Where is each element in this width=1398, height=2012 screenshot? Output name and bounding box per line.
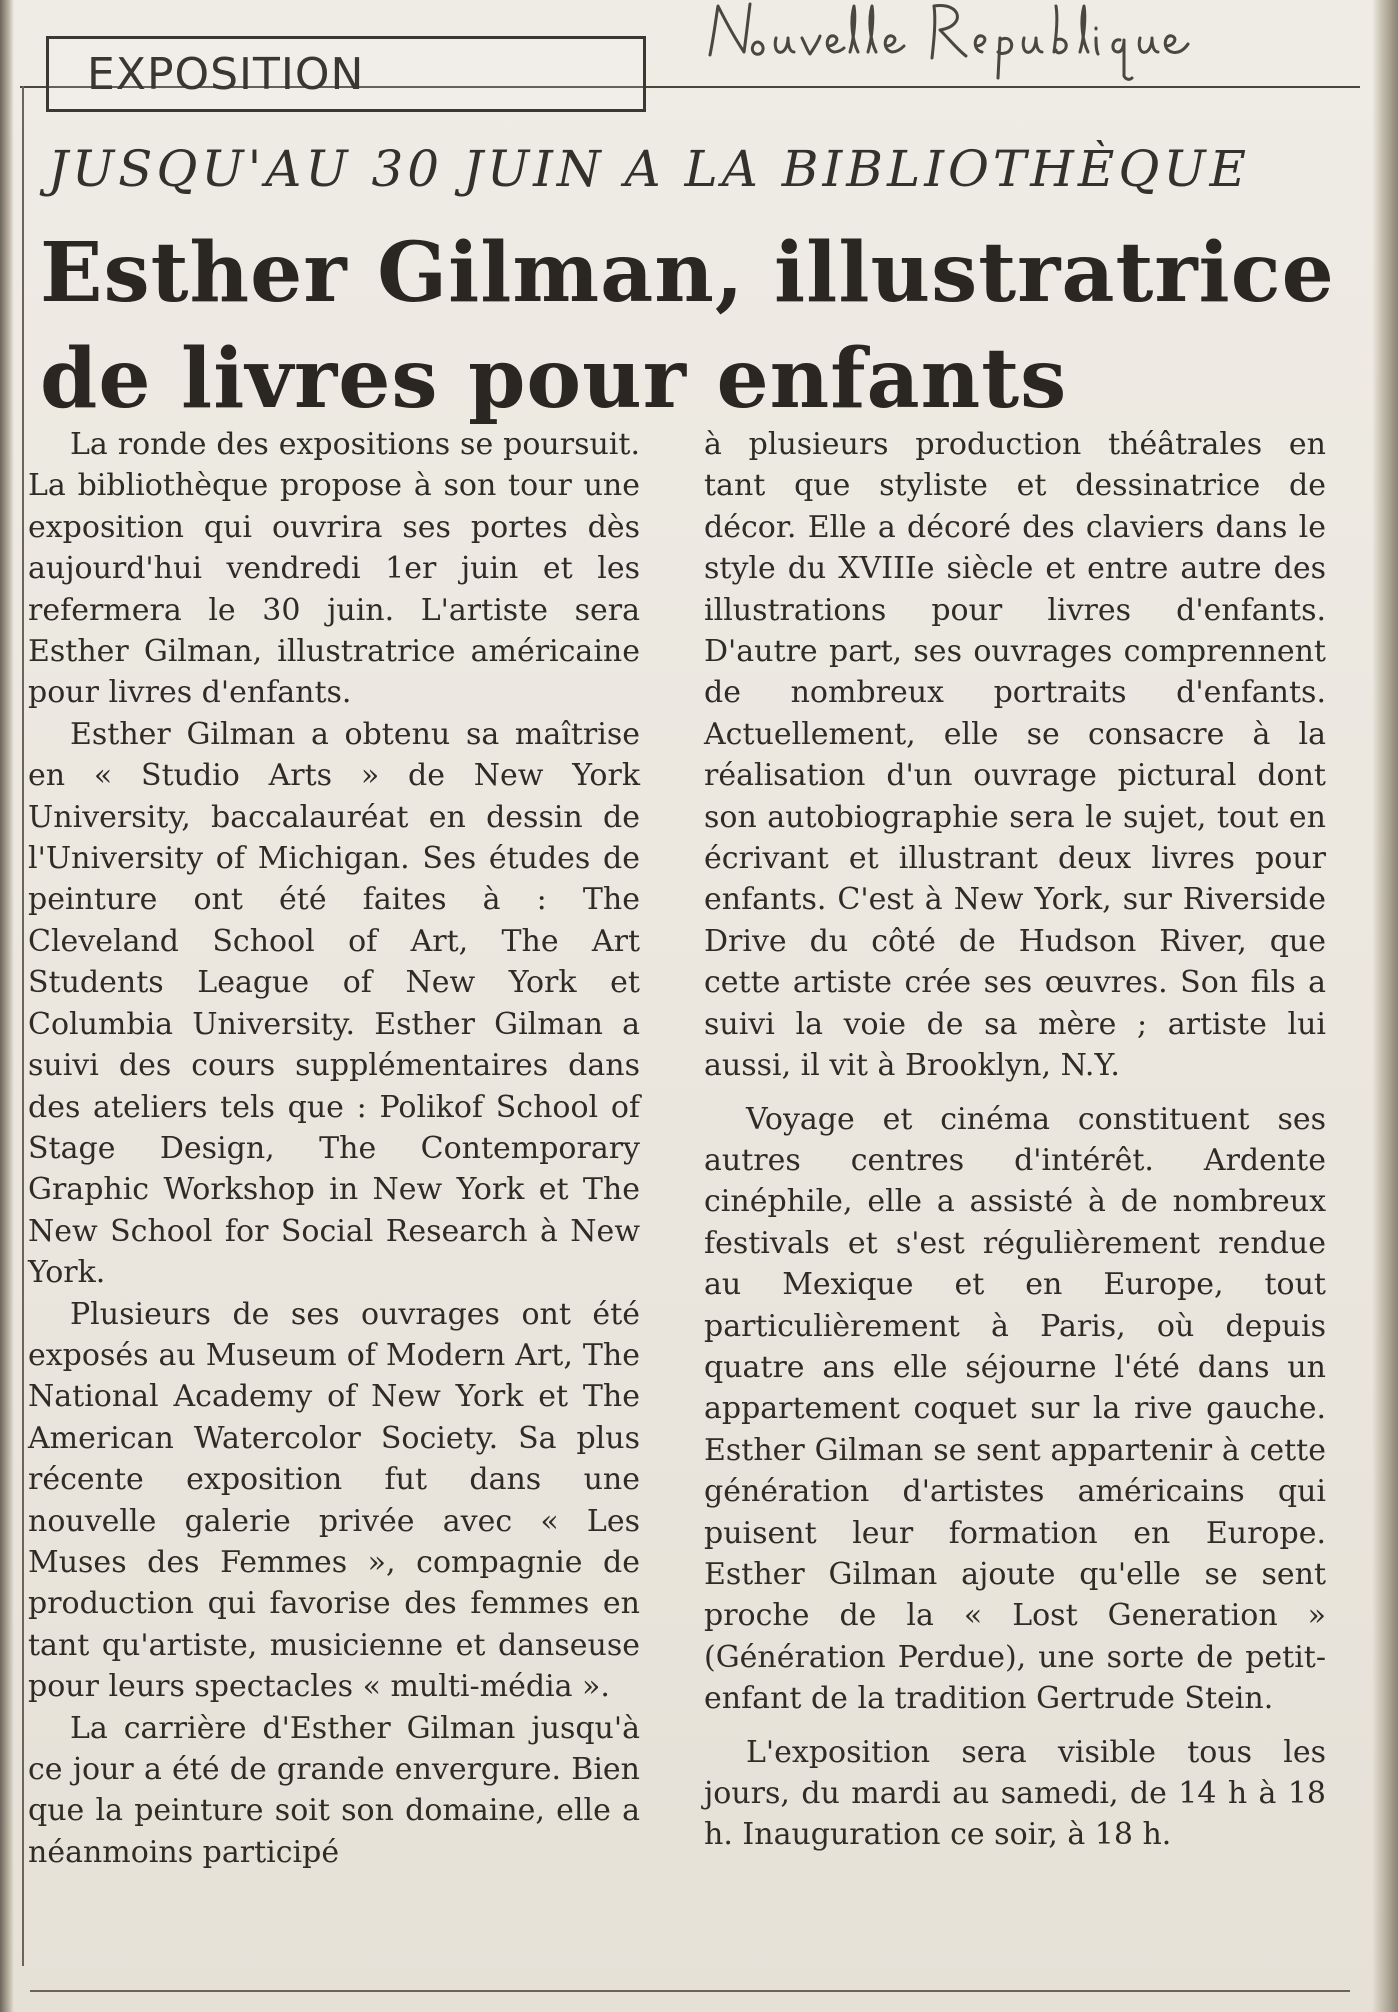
paragraph: Voyage et cinéma constituent ses autres centres d'intérêt. Ardente cinéphile, elle a assisté à de nombreux festivals et s'est régulièrement rendue au Mexique et en Europe, tout particulièrement à Paris, où depuis quatre ans elle séjourne l'été dans un appartement coquet sur la rive gauche. Esther Gilman se sent appartenir à cette génération d'artistes américains qui puisent leur formation en Europe. Esther Gilman ajoute qu'elle se sent proche de la « Lost Generation » (Génération Perdue), une sorte de petit-enfant de la tradition Gertrude Stein. xyxy=(704,1101,1326,1717)
handwritten-note-signature xyxy=(700,0,1360,90)
article-column-right xyxy=(704,424,1326,1856)
paragraph: Esther Gilman a obtenu sa maîtrise en « Studio Arts » de New York University, baccalauréat en dessin de l'University of Michigan. Ses études de peinture ont été faites à : The Cleveland School of Art, The Art Students League of New York et Columbia University. Esther Gilman a suivi des cours supplémentaires dans des ateliers tels que : Polikof School of Stage Design, The Contemporary Graphic Workshop in New York et The New School for Social Research à New York. xyxy=(28,716,640,1291)
kicker-headline: JUSQU'AU 30 JUIN A LA BIBLIOTHÈQUE xyxy=(48,140,1251,198)
headline-line-1: Esther Gilman, illustratrice xyxy=(40,225,1335,321)
headline xyxy=(40,220,1360,432)
paragraph: à plusieurs production théâtrales en tant que styliste et dessinatrice de décor. Elle a décoré des claviers dans le style du XVIIIe siècle et entre autre des illustrations pour livres d'enfants. D'autre part, ses ouvrages comprennent de nombreux portraits d'enfants. Actuellement, elle se consacre à la réalisation d'un ouvrage pictural dont son autobiographie sera le sujet, tout en écrivant et illustrant deux livres pour enfants. C'est à New York, sur Riverside Drive du côté de Hudson River, que cette artiste crée ses œuvres. Son fils a suivi la voie de sa mère ; artiste lui aussi, il vit à Brooklyn, N.Y. xyxy=(704,427,1326,1084)
paragraph: L'exposition sera visible tous les jours, du mardi au samedi, de 14 h à 18 h. Inauguration ce soir, à 18 h. xyxy=(704,1734,1326,1853)
left-rule xyxy=(22,86,24,1966)
paragraph: La ronde des expositions se poursuit. La bibliothèque propose à son tour une exposition qui ouvrira ses portes dès aujourd'hui vendredi 1er juin et les refermera le 30 juin. L'artiste sera Esther Gilman, illustratrice américaine pour livres d'enfants. xyxy=(28,427,640,711)
photo-shadow-left xyxy=(0,0,14,2012)
bottom-rule xyxy=(30,1990,1350,1992)
photo-shadow-right xyxy=(1372,0,1398,2012)
paragraph: La carrière d'Esther Gilman jusqu'à ce jour a été de grande envergure. Bien que la peinture soit son domaine, elle a néanmoins participé xyxy=(28,1710,640,1870)
paragraph: Plusieurs de ses ouvrages ont été exposés au Museum of Modern Art, The National Academy of New York et The American Watercolor Society. Sa plus récente exposition fut dans une nouvelle galerie privée avec « Les Muses des Femmes », compagnie de production qui favorise des femmes en tant qu'artiste, musicienne et danseuse pour leurs spectacles « multi-média ». xyxy=(28,1296,640,1705)
headline-line-2: de livres pour enfants xyxy=(40,331,1068,427)
section-label: EXPOSITION xyxy=(46,36,646,112)
article-column-left xyxy=(28,424,640,1873)
